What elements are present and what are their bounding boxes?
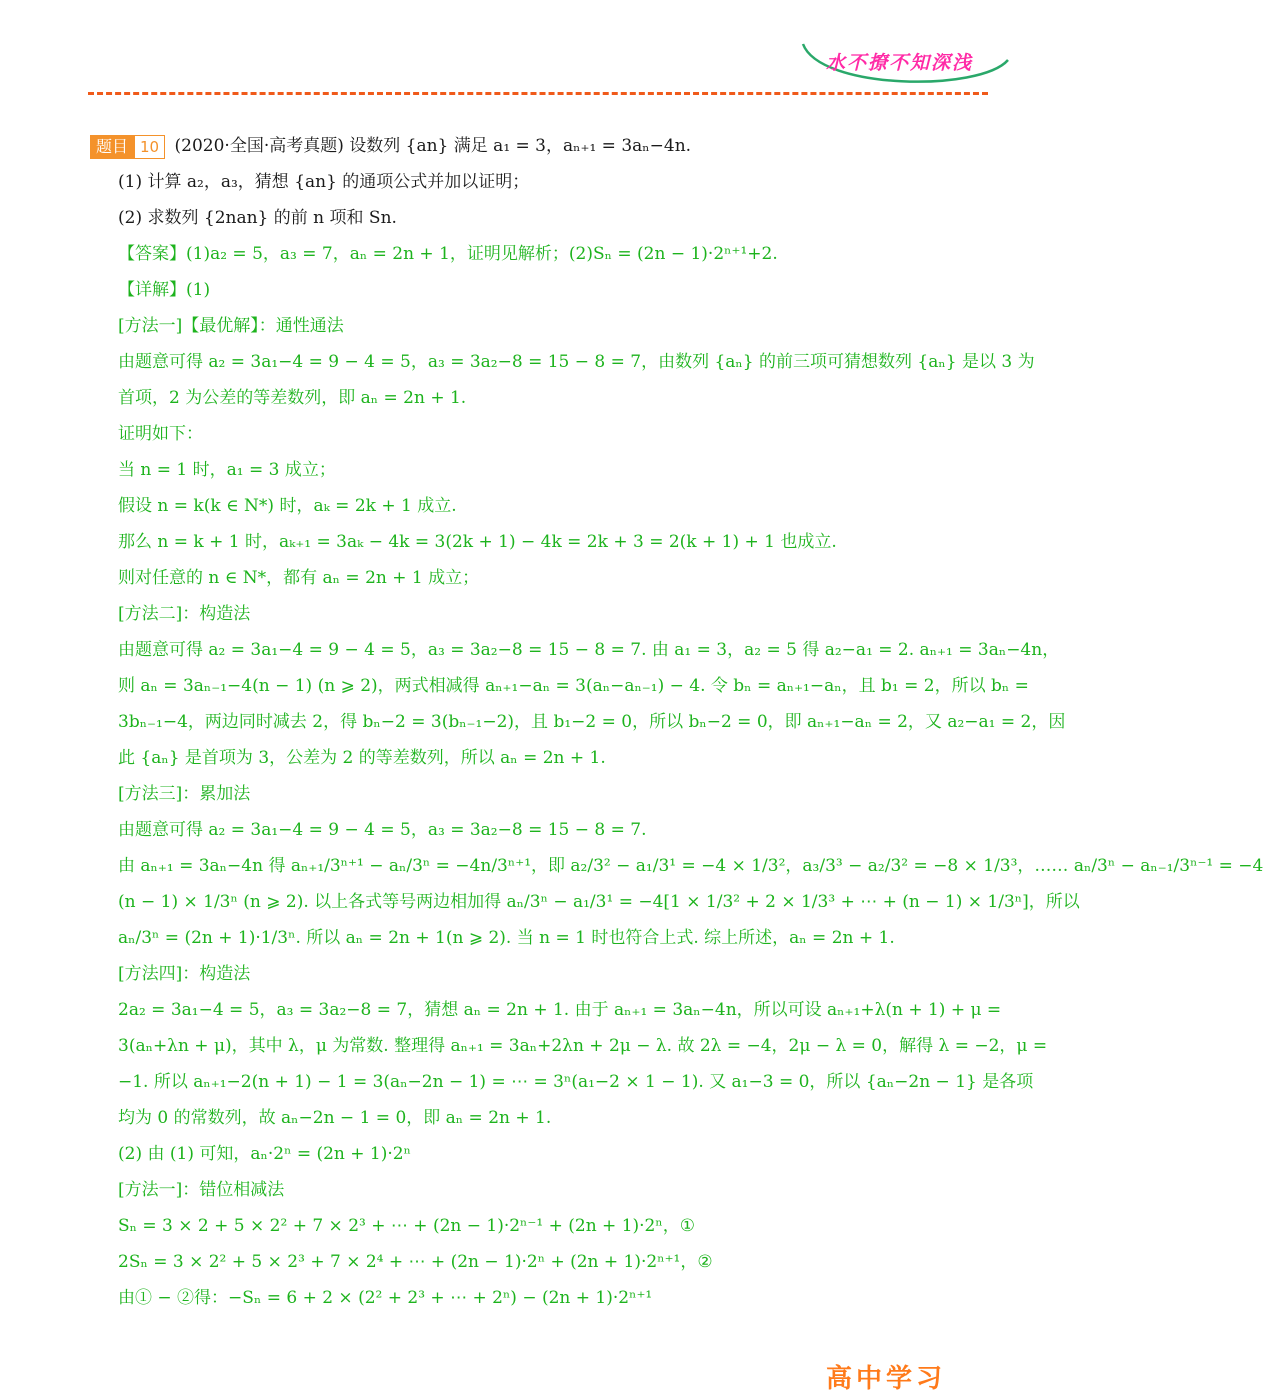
solution-line: −1. 所以 aₙ₊₁−2(n + 1) − 1 = 3(aₙ−2n − 1) = ⋯ = 3ⁿ(a₁−2 × 1 − 1). 又 a₁−3 = 0，所以 {aₙ−2n − 1} 是各项 (118, 1072, 1034, 1092)
question-number: 10 (134, 135, 165, 159)
footer-logo: 高中学习 (826, 1364, 947, 1394)
solution-line: 那么 n = k + 1 时，aₖ₊₁ = 3aₖ − 4k = 3(2k + 1) − 4k = 2k + 3 = 2(k + 1) + 1 也成立. (118, 532, 837, 552)
document-body (96, 128, 1263, 1316)
solution-line: 【答案】(1)a₂ = 5，a₃ = 7，aₙ = 2n + 1，证明见解析；(2)Sₙ = (2n − 1)·2ⁿ⁺¹+2. (118, 244, 778, 264)
solution-line: [方法四]：构造法 (118, 964, 251, 984)
question-part-2: (2) 求数列 {2nan} 的前 n 项和 Sn. (118, 208, 397, 228)
solution-line: 【详解】(1) (118, 280, 211, 300)
header-motto: 水不撩不知深浅 (826, 52, 974, 74)
solution-line: [方法三]：累加法 (118, 784, 251, 804)
solution-line: 2a₂ = 3a₁−4 = 5，a₃ = 3a₂−8 = 7，猜想 aₙ = 2n + 1. 由于 aₙ₊₁ = 3aₙ−4n，所以可设 aₙ₊₁+λ(n + 1) + μ = (118, 1000, 1002, 1020)
solution-line: [方法二]：构造法 (118, 604, 251, 624)
solution-line: 则 aₙ = 3aₙ₋₁−4(n − 1) (n ⩾ 2)，两式相减得 aₙ₊₁−aₙ = 3(aₙ−aₙ₋₁) − 4. 令 bₙ = aₙ₊₁−aₙ，且 b₁ = 2，所以 bₙ = (118, 676, 1029, 696)
question-stem: (2020·全国·高考真题) 设数列 {an} 满足 a₁ = 3，aₙ₊₁ = 3aₙ−4n. (174, 136, 692, 156)
solution-line: 则对任意的 n ∈ N*，都有 aₙ = 2n + 1 成立； (118, 568, 480, 588)
question-stem-line (90, 128, 980, 164)
solution-line: 由题意可得 a₂ = 3a₁−4 = 9 − 4 = 5，a₃ = 3a₂−8 = 15 − 8 = 7. 由 a₁ = 3，a₂ = 5 得 a₂−a₁ = 2. aₙ₊₁ = 3aₙ−4n， (118, 640, 1060, 660)
solution-line: 假设 n = k(k ∈ N*) 时，aₖ = 2k + 1 成立. (118, 496, 457, 516)
solution-line: 由① − ②得：−Sₙ = 6 + 2 × (2² + 2³ + ⋯ + 2ⁿ) − (2n + 1)·2ⁿ⁺¹ (118, 1288, 653, 1308)
question-tag: 题目 (90, 135, 134, 159)
solution-line: 由题意可得 a₂ = 3a₁−4 = 9 − 4 = 5，a₃ = 3a₂−8 = 15 − 8 = 7. (118, 820, 647, 840)
solution-line: Sₙ = 3 × 2 + 5 × 2² + 7 × 2³ + ⋯ + (2n − 1)·2ⁿ⁻¹ + (2n + 1)·2ⁿ，① (118, 1216, 695, 1236)
solution-line: (2) 由 (1) 可知，aₙ·2ⁿ = (2n + 1)·2ⁿ (118, 1144, 411, 1164)
solution-line: 此 {aₙ} 是首项为 3，公差为 2 的等差数列，所以 aₙ = 2n + 1. (118, 748, 606, 768)
solution-line: 由题意可得 a₂ = 3a₁−4 = 9 − 4 = 5，a₃ = 3a₂−8 = 15 − 8 = 7，由数列 {aₙ} 的前三项可猜想数列 {aₙ} 是以 3 为 (118, 352, 1035, 372)
solution-line: 2Sₙ = 3 × 2² + 5 × 2³ + 7 × 2⁴ + ⋯ + (2n − 1)·2ⁿ + (2n + 1)·2ⁿ⁺¹，② (118, 1252, 713, 1272)
solution-line: 由 aₙ₊₁ = 3aₙ−4n 得 aₙ₊₁/3ⁿ⁺¹ − aₙ/3ⁿ = −4n/3ⁿ⁺¹，即 a₂/3² − a₁/3¹ = −4 × 1/3²，a₃/3³ − a₂/3² = −8 × 1/3³，…… aₙ/3ⁿ − aₙ₋₁/3ⁿ⁻¹ = −4 (118, 856, 1263, 876)
solution-line: 3(aₙ+λn + μ)，其中 λ，μ 为常数. 整理得 aₙ₊₁ = 3aₙ+2λn + 2μ − λ. 故 2λ = −4，2μ − λ = 0，解得 λ = −2，μ = (118, 1036, 1048, 1056)
solution-line: 3bₙ₋₁−4，两边同时减去 2，得 bₙ−2 = 3(bₙ₋₁−2)，且 b₁−2 = 0，所以 bₙ−2 = 0，即 aₙ₊₁−aₙ = 2，又 a₂−a₁ = 2，因 (118, 712, 1066, 732)
solution-line: aₙ/3ⁿ = (2n + 1)·1/3ⁿ. 所以 aₙ = 2n + 1(n ⩾ 2). 当 n = 1 时也符合上式. 综上所述，aₙ = 2n + 1. (118, 928, 895, 948)
solution-line: 首项，2 为公差的等差数列，即 aₙ = 2n + 1. (118, 388, 467, 408)
question-part-1: (1) 计算 a₂，a₃，猜想 {an} 的通项公式并加以证明； (118, 172, 530, 192)
solution-line: 当 n = 1 时，a₁ = 3 成立； (118, 460, 336, 480)
solution-line: 证明如下： (118, 424, 203, 444)
solution-line: [方法一]：错位相减法 (118, 1180, 285, 1200)
solution-line: (n − 1) × 1/3ⁿ (n ⩾ 2). 以上各式等号两边相加得 aₙ/3ⁿ − a₁/3¹ = −4[1 × 1/3² + 2 × 1/3³ + ⋯ + (n − 1) × 1/3ⁿ]，所以 (118, 892, 1080, 912)
solution-line: 均为 0 的常数列，故 aₙ−2n − 1 = 0，即 aₙ = 2n + 1. (118, 1108, 552, 1128)
header-dashed-divider (88, 92, 988, 95)
solution-line: [方法一]【最优解】：通性通法 (118, 316, 344, 336)
